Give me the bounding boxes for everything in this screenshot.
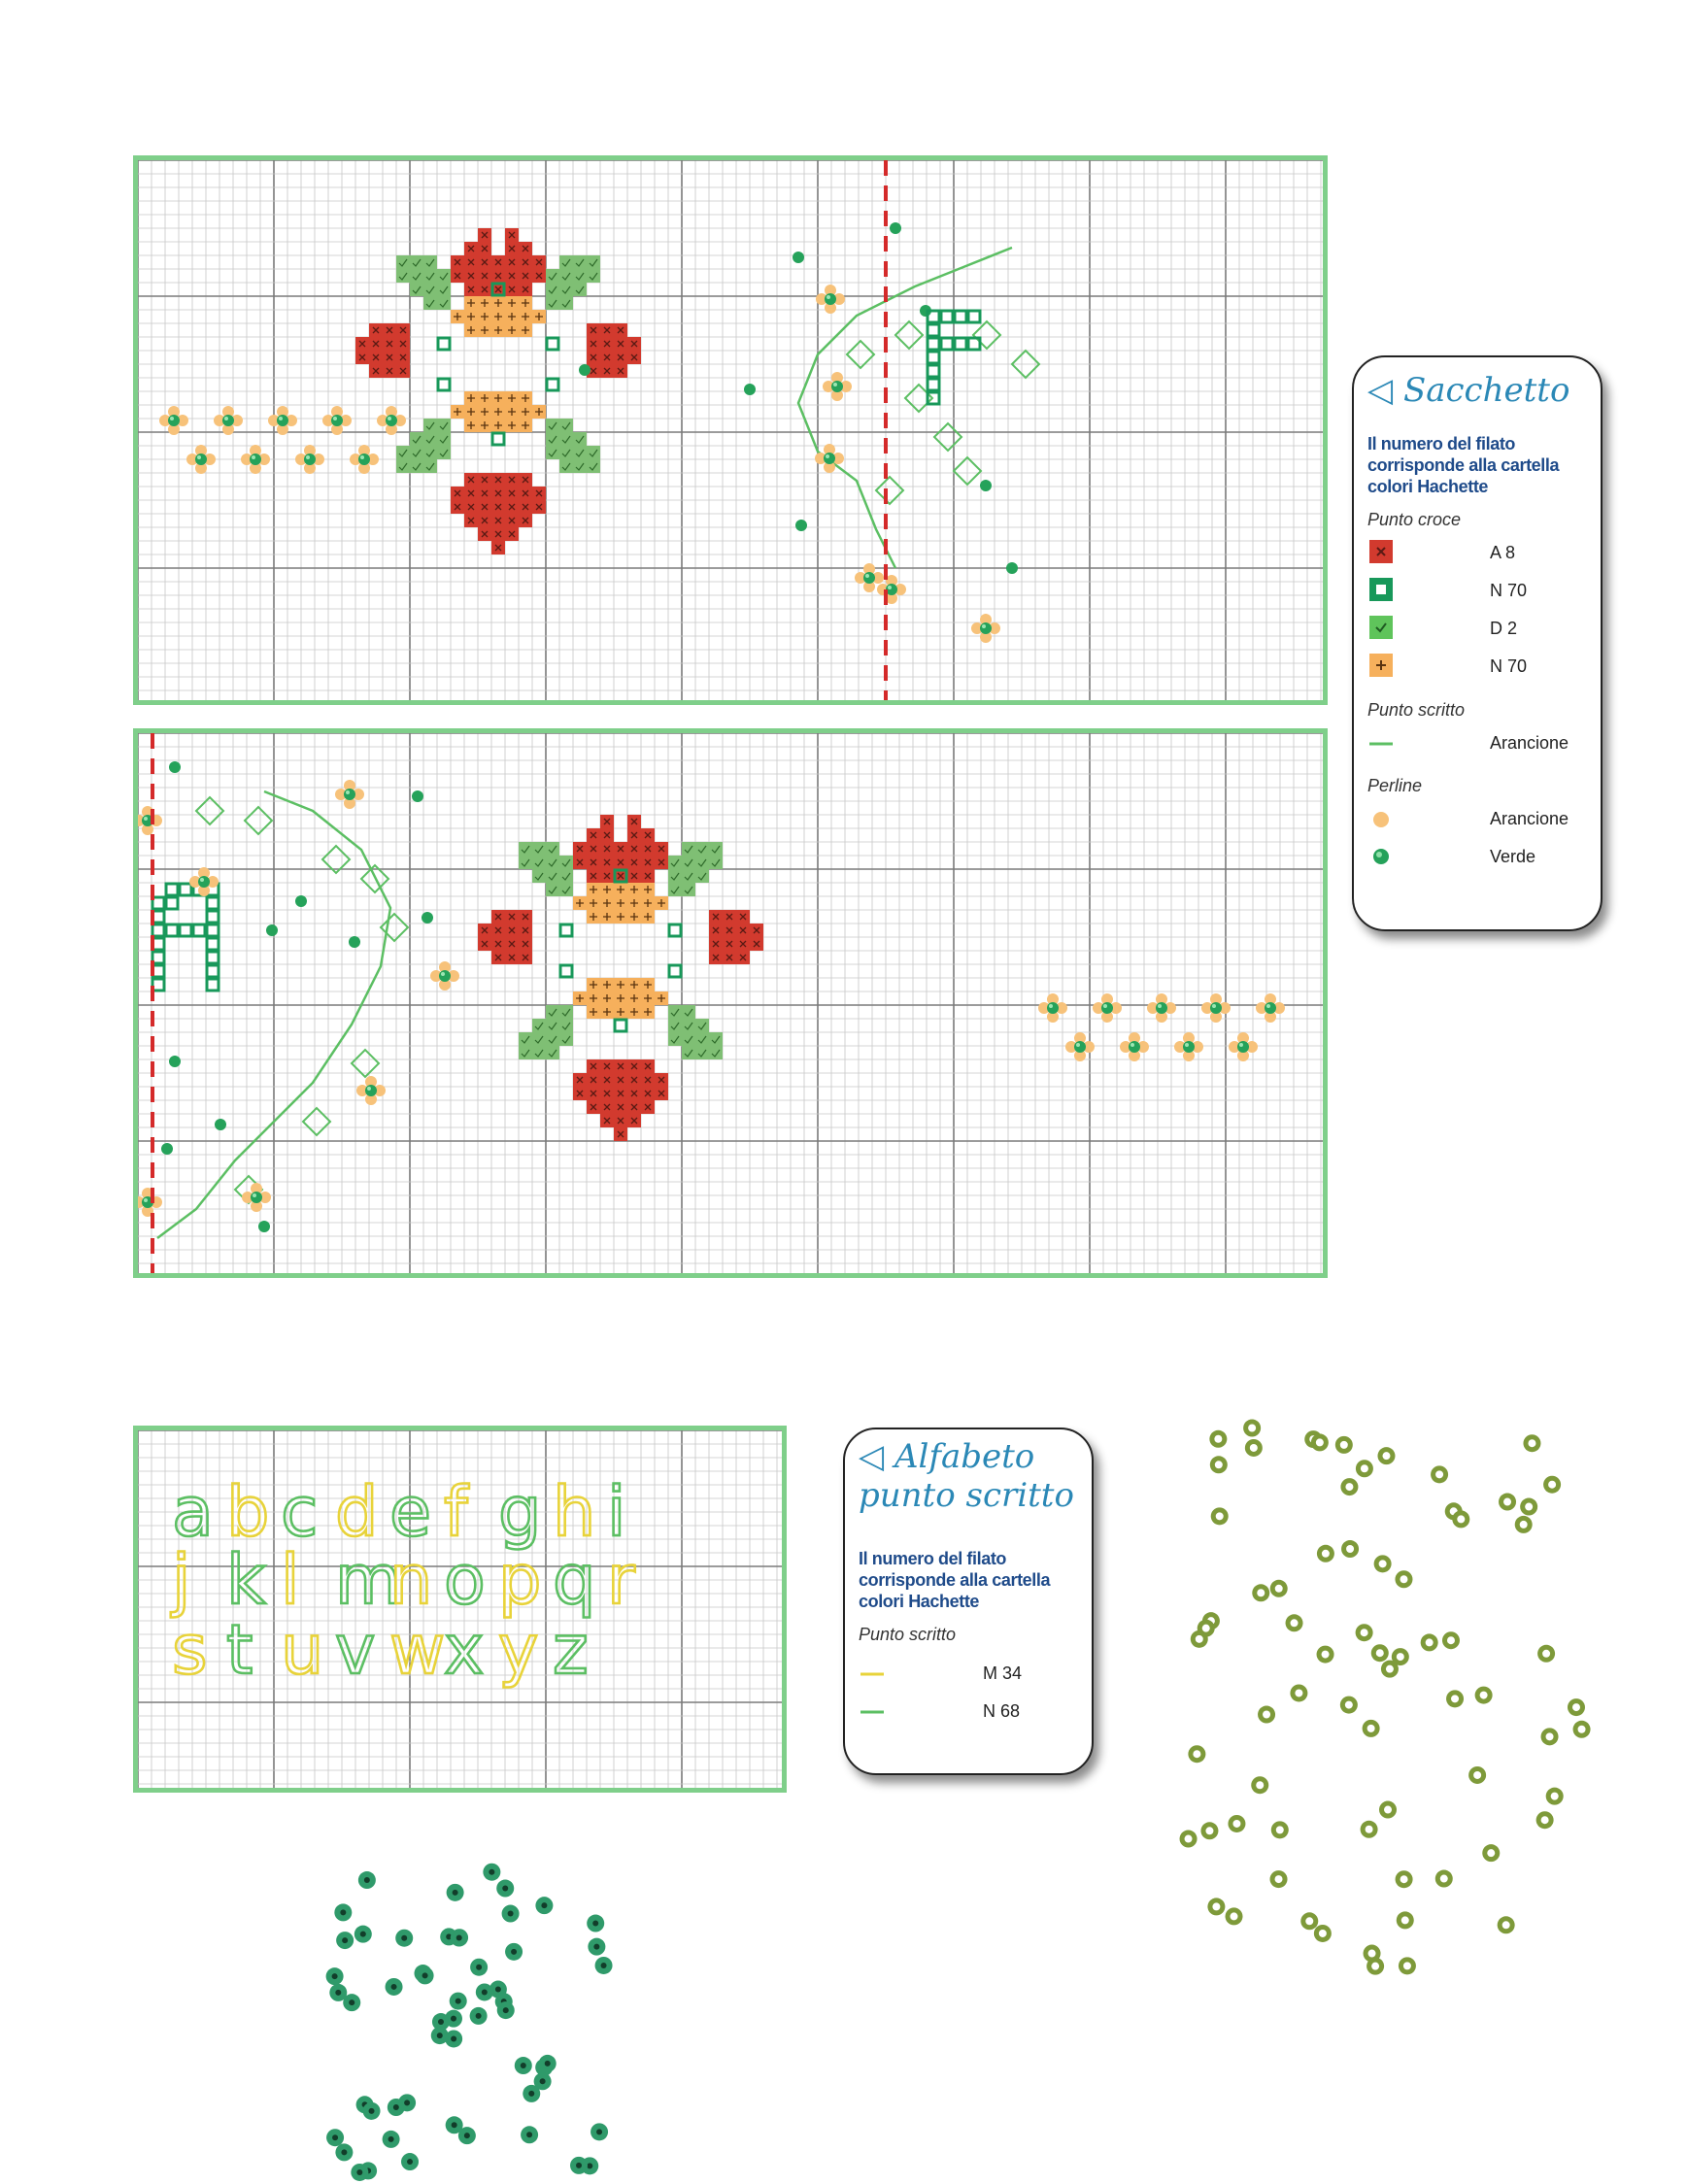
green-beads-photo <box>291 1845 660 2184</box>
chart-grid-bottom <box>138 733 1323 1273</box>
bead-border <box>1038 993 1285 1061</box>
sacchetto-chart-bottom <box>133 728 1328 1278</box>
bead-green-swatch <box>1369 845 1393 868</box>
legend-description-line: colori Hachette <box>1367 477 1489 496</box>
alphabet-letter: p <box>498 1540 542 1620</box>
olive-beads-photo <box>1165 1408 1622 1991</box>
alphabet-letter: s <box>172 1610 208 1690</box>
chart-grid-alfabeto <box>138 1430 782 1788</box>
vine-beads <box>138 761 459 1232</box>
alphabet-letter: l <box>281 1540 300 1620</box>
alphabet-letter: y <box>498 1610 539 1690</box>
alphabet-letter: u <box>281 1610 324 1690</box>
alphabet-letter: j <box>172 1540 191 1620</box>
legend-section-heading: Punto scritto <box>1367 700 1466 720</box>
legend-section-heading: Punto scritto <box>859 1625 957 1644</box>
alphabet-letter: o <box>444 1540 486 1620</box>
alphabet-letter: d <box>335 1472 379 1552</box>
legend-value: Arancione <box>1490 809 1569 828</box>
alphabet-letter: e <box>389 1472 432 1552</box>
alphabet-letter: g <box>498 1472 542 1552</box>
legend-description-line: Il numero del filato <box>859 1549 1007 1568</box>
olive-beads <box>1180 1420 1591 1975</box>
legend-value: A 8 <box>1490 543 1516 562</box>
alphabet-letter: t <box>226 1610 253 1690</box>
sacchetto-chart-top <box>133 155 1328 705</box>
legend-description-line: corrisponde alla cartella <box>1367 455 1560 475</box>
legend-description-line: corrisponde alla cartella <box>859 1570 1051 1590</box>
legend-title: punto scritto <box>859 1476 1074 1515</box>
backstitch-green-swatch <box>860 1700 884 1724</box>
legend-title: ◁ Sacchetto <box>1367 371 1570 410</box>
check-stitch-green-swatch <box>1369 616 1393 639</box>
plus-stitch-orange-swatch <box>1369 654 1393 677</box>
legend-value: M 34 <box>983 1663 1023 1683</box>
legend-value: Verde <box>1490 847 1536 866</box>
vine-backstitch <box>157 791 408 1238</box>
backstitch-yellow-swatch <box>860 1663 884 1686</box>
alphabet-letter: b <box>226 1472 270 1552</box>
alfabeto-chart <box>133 1426 787 1793</box>
square-stitch-green-swatch <box>1369 578 1393 601</box>
cross-stitch-red-swatch <box>1369 540 1393 563</box>
grid-lines <box>138 160 1323 700</box>
legend-section-heading: Perline <box>1367 776 1423 795</box>
legend-section-heading: Punto croce <box>1367 510 1462 529</box>
legend-value: N 68 <box>983 1701 1021 1721</box>
legend-value: N 70 <box>1490 581 1528 600</box>
alphabet-letter: x <box>444 1610 485 1690</box>
alphabet-letter: i <box>607 1472 626 1552</box>
alphabet-letter: c <box>281 1472 319 1552</box>
letter-a <box>152 884 219 991</box>
legend-description-line: Il numero del filato <box>1367 434 1516 454</box>
alphabet-letter: h <box>553 1472 596 1552</box>
alphabet-letter: w <box>389 1610 446 1690</box>
alphabet-letter: v <box>335 1610 376 1690</box>
chart-grid-top <box>138 160 1323 700</box>
alphabet-letter: z <box>553 1610 589 1690</box>
legend-sacchetto <box>1352 355 1603 931</box>
alphabet-letter: f <box>444 1472 468 1552</box>
alphabet-letter: q <box>553 1540 596 1620</box>
green-beads <box>326 1864 613 2181</box>
legend-alfabeto <box>843 1428 1094 1775</box>
alphabet-letter: k <box>226 1540 266 1620</box>
alphabet-letter: m <box>335 1540 402 1620</box>
bead-orange-swatch <box>1369 808 1393 831</box>
alphabet-letter: n <box>389 1540 433 1620</box>
legend-title: ◁ Alfabeto <box>859 1437 1035 1476</box>
alphabet-letter: r <box>607 1540 635 1620</box>
alphabet-letter: a <box>172 1472 214 1552</box>
legend-value: N 70 <box>1490 656 1528 676</box>
backstitch-line-swatch <box>1369 732 1393 756</box>
legend-value: D 2 <box>1490 619 1518 638</box>
legend-description-line: colori Hachette <box>859 1592 980 1611</box>
legend-value: Arancione <box>1490 733 1569 753</box>
